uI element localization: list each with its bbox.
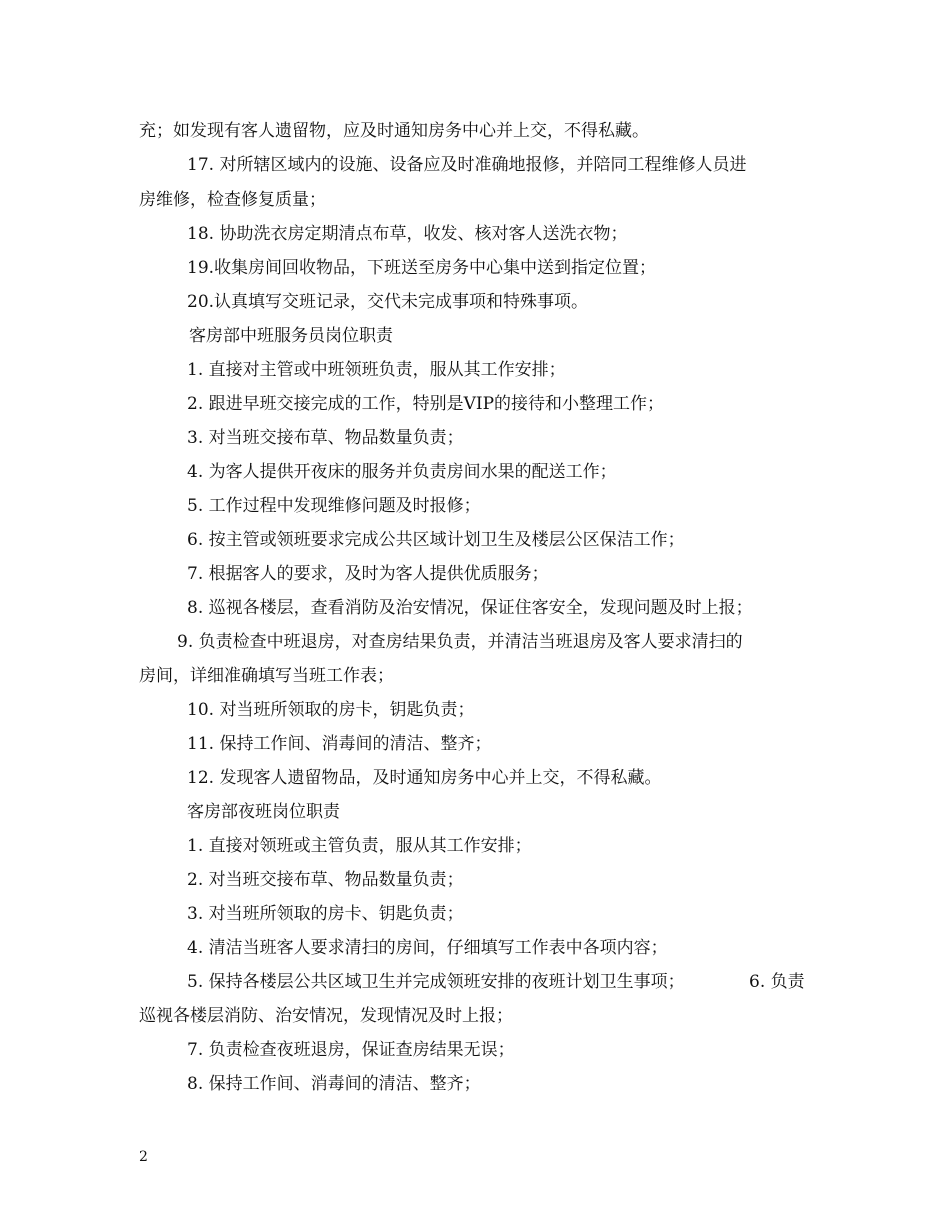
- text-line-10: 3. 对当班交接布草、物品数量负责；: [187, 428, 464, 448]
- text-line-2: 17. 对所辖区域内的设施、设备应及时准确地报修，并陪同工程维修人员进: [187, 155, 747, 175]
- text-line-14: 7. 根据客人的要求，及时为客人提供优质服务；: [187, 564, 549, 584]
- text-line-16: 9. 负责检查中班退房，对查房结果负责，并清洁当班退房及客人要求清扫的: [177, 632, 743, 652]
- text-line-27: 巡视各楼层消防、治安情况，发现情况及时上报；: [139, 1006, 513, 1026]
- text-line-13: 6. 按主管或领班要求完成公共区域计划卫生及楼层公区保洁工作；: [187, 530, 685, 550]
- text-line-15: 8. 巡视各楼层，查看消防及治安情况，保证住客安全，发现问题及时上报；: [187, 598, 753, 618]
- text-line-1: 充；如发现有客人遗留物，应及时通知房务中心并上交，不得私藏。: [139, 121, 649, 141]
- text-line-22: 1. 直接对领班或主管负责，服从其工作安排；: [187, 836, 532, 856]
- text-line-4: 18. 协助洗衣房定期清点布草，收发、核对客人送洗衣物；: [187, 224, 628, 244]
- text-line-19: 11. 保持工作间、消毒间的清洁、整齐；: [187, 734, 492, 754]
- text-line-17: 房间，详细准确填写当班工作表；: [139, 666, 394, 686]
- section-heading-nightshift: 客房部夜班岗位职责: [187, 802, 340, 822]
- text-line-26b: 6. 负责: [749, 972, 805, 992]
- text-line-3: 房维修，检查修复质量；: [139, 190, 326, 210]
- text-line-12: 5. 工作过程中发现维修问题及时报修；: [187, 496, 481, 516]
- text-line-11: 4. 为客人提供开夜床的服务并负责房间水果的配送工作；: [187, 462, 617, 482]
- text-line-20: 12. 发现客人遗留物品，及时通知房务中心并上交，不得私藏。: [187, 768, 662, 788]
- page-number: 2: [139, 1149, 148, 1165]
- text-line-29: 8. 保持工作间、消毒间的清洁、整齐；: [187, 1074, 481, 1094]
- section-heading-midshift: 客房部中班服务员岗位职责: [189, 326, 393, 346]
- text-line-25: 4. 清洁当班客人要求清扫的房间，仔细填写工作表中各项内容；: [187, 938, 668, 958]
- text-line-26a: 5. 保持各楼层公共区域卫生并完成领班安排的夜班计划卫生事项；: [187, 972, 685, 992]
- text-line-6: 20.认真填写交班记录，交代未完成事项和特殊事项。: [187, 292, 589, 312]
- text-line-23: 2. 对当班交接布草、物品数量负责；: [187, 870, 464, 890]
- text-line-24: 3. 对当班所领取的房卡、钥匙负责；: [187, 904, 464, 924]
- text-line-9: 2. 跟进早班交接完成的工作，特别是VIP的接待和小整理工作；: [187, 394, 665, 414]
- text-line-5: 19.收集房间回收物品，下班送至房务中心集中送到指定位置；: [187, 258, 657, 278]
- text-line-18: 10. 对当班所领取的房卡，钥匙负责；: [187, 700, 475, 720]
- text-line-28: 7. 负责检查夜班退房，保证查房结果无误；: [187, 1040, 515, 1060]
- text-line-8: 1. 直接对主管或中班领班负责，服从其工作安排；: [187, 360, 566, 380]
